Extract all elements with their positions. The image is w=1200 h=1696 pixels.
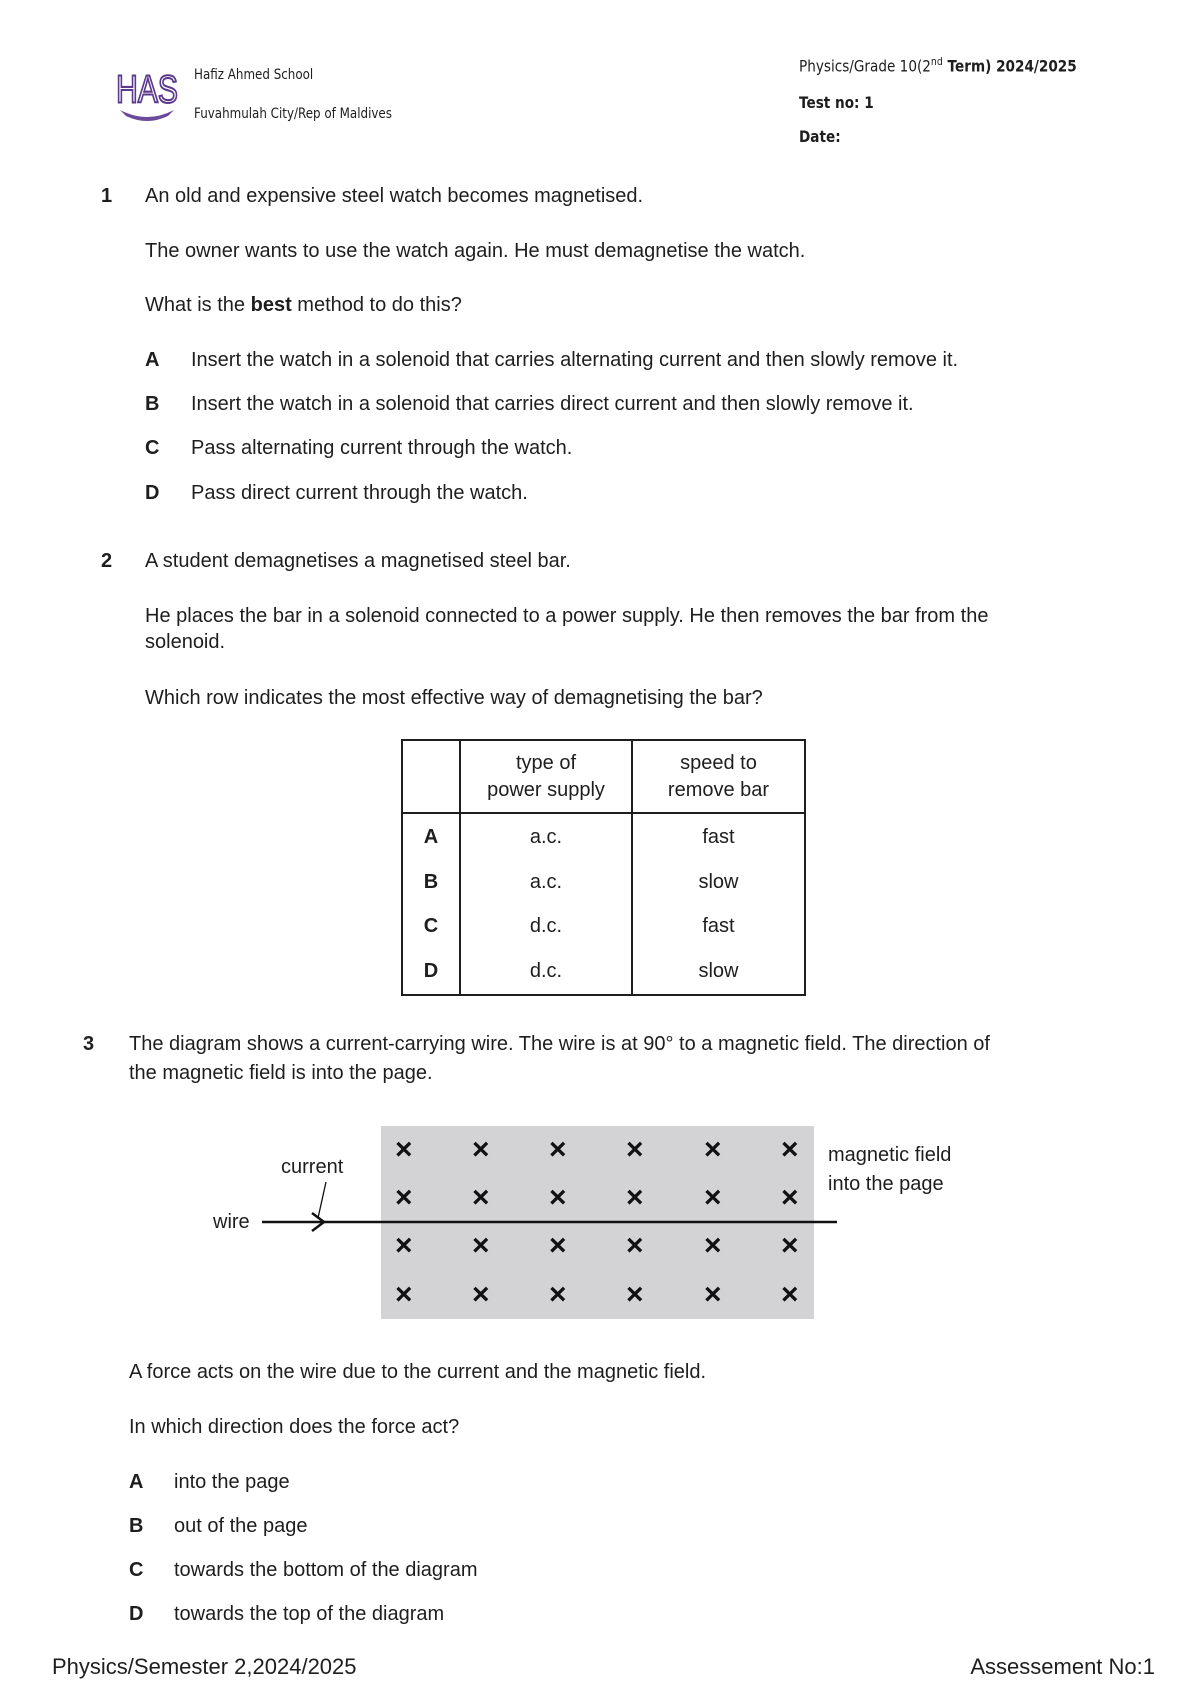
q2-line: solenoid. — [145, 631, 226, 653]
q1-option-letter: D — [145, 482, 160, 504]
field-cross-icon: × — [781, 1229, 799, 1262]
footer-right: Assessement No:1 — [970, 1654, 1155, 1679]
row-supply: d.c. — [460, 904, 632, 948]
q2-line: He places the bar in a solenoid connected to a power supply. He then removes the bar from the — [145, 605, 989, 627]
header-line: remove bar — [667, 778, 770, 801]
header-line: speed to — [680, 751, 757, 774]
field-cross-icon: × — [472, 1278, 490, 1311]
field-label: into the page — [828, 1173, 944, 1195]
field-cross-icon: × — [626, 1181, 644, 1214]
q3-number: 3 — [83, 1033, 95, 1055]
q3-option-c[interactable]: towards the bottom of the diagram — [174, 1559, 478, 1581]
field-cross-icon: × — [549, 1229, 567, 1262]
field-cross-icon: × — [472, 1181, 490, 1214]
q3-line: the magnetic field is into the page. — [129, 1062, 433, 1084]
test-number: Test no: 1 — [799, 93, 874, 112]
subject-term: Term) 2024/2025 — [942, 56, 1077, 76]
field-cross-icon: × — [704, 1181, 722, 1214]
row-speed: slow — [632, 948, 805, 995]
row-supply: a.c. — [460, 860, 632, 904]
q1-ask-bold: best — [250, 294, 292, 316]
field-cross-icon: × — [781, 1278, 799, 1311]
q1-option-letter: C — [145, 437, 160, 459]
q1-option-b[interactable]: Insert the watch in a solenoid that carries direct current and then slowly remove it. — [191, 393, 914, 415]
q2-line: A student demagnetises a magnetised steel bar. — [145, 550, 571, 572]
field-cross-icon: × — [704, 1133, 722, 1166]
q2-question: Which row indicates the most effective way of demagnetising the bar? — [145, 687, 763, 709]
q3-option-a[interactable]: into the page — [174, 1471, 290, 1493]
field-cross-icon: × — [549, 1133, 567, 1166]
q1-option-letter: A — [145, 349, 160, 371]
q1-line: An old and expensive steel watch becomes magnetised. — [145, 185, 644, 207]
subject-sup: nd — [930, 55, 943, 68]
row-supply: a.c. — [460, 813, 632, 860]
current-label: current — [281, 1156, 344, 1178]
svg-text:HAS: HAS — [116, 68, 178, 112]
q1-option-letter: B — [145, 393, 160, 415]
row-letter: A — [402, 813, 460, 860]
q3-line: A force acts on the wire due to the current and the magnetic field. — [129, 1361, 707, 1383]
q3-option-d[interactable]: towards the top of the diagram — [174, 1603, 445, 1625]
q3-line: The diagram shows a current-carrying wire. The wire is at 90° to a magnetic field. The direction of — [129, 1033, 990, 1055]
field-cross-icon: × — [781, 1181, 799, 1214]
field-cross-icon: × — [626, 1133, 644, 1166]
footer-left: Physics/Semester 2,2024/2025 — [52, 1654, 357, 1679]
row-speed: slow — [632, 860, 805, 904]
row-letter: C — [402, 904, 460, 948]
row-letter: B — [402, 860, 460, 904]
field-cross-icon: × — [472, 1133, 490, 1166]
field-cross-icon: × — [395, 1133, 413, 1166]
header-line: type of — [515, 751, 577, 774]
q3-option-letter: C — [129, 1559, 144, 1581]
q1-ask-pre: What is the — [145, 294, 251, 316]
q3-question: In which direction does the force act? — [129, 1416, 460, 1438]
q1-number: 1 — [101, 185, 113, 207]
q1-option-d[interactable]: Pass direct current through the watch. — [191, 482, 528, 504]
school-name: Hafiz Ahmed School — [194, 67, 314, 83]
row-speed: fast — [632, 904, 805, 948]
school-location: Fuvahmulah City/Rep of Maldives — [194, 106, 392, 122]
field-cross-icon: × — [395, 1229, 413, 1262]
row-letter: D — [402, 948, 460, 995]
date-field: Date: — [799, 127, 841, 146]
field-cross-icon: × — [704, 1278, 722, 1311]
field-cross-icon: × — [395, 1181, 413, 1214]
field-cross-icon: × — [626, 1278, 644, 1311]
q3-option-letter: B — [129, 1515, 144, 1537]
header-line: power supply — [487, 778, 605, 801]
field-cross-icon: × — [549, 1278, 567, 1311]
subject-text: Physics/Grade 10(2 — [799, 56, 931, 76]
q3-option-b[interactable]: out of the page — [174, 1515, 308, 1537]
q2-number: 2 — [101, 550, 113, 572]
field-cross-icon: × — [549, 1181, 567, 1214]
row-speed: fast — [632, 813, 805, 860]
field-cross-icon: × — [395, 1278, 413, 1311]
field-cross-icon: × — [626, 1229, 644, 1262]
field-cross-icon: × — [704, 1229, 722, 1262]
q3-option-letter: D — [129, 1603, 144, 1625]
field-cross-icon: × — [472, 1229, 490, 1262]
q3-option-letter: A — [129, 1471, 144, 1493]
q1-ask-post: method to do this? — [291, 294, 462, 316]
row-supply: d.c. — [460, 948, 632, 995]
field-cross-icon: × — [781, 1133, 799, 1166]
q1-option-c[interactable]: Pass alternating current through the watch. — [191, 437, 573, 459]
field-label: magnetic field — [828, 1144, 952, 1166]
q1-line: The owner wants to use the watch again. He must demagnetise the watch. — [145, 240, 806, 262]
wire-label: wire — [213, 1211, 250, 1233]
q1-option-a[interactable]: Insert the watch in a solenoid that carries alternating current and then slowly remove it. — [191, 349, 959, 371]
